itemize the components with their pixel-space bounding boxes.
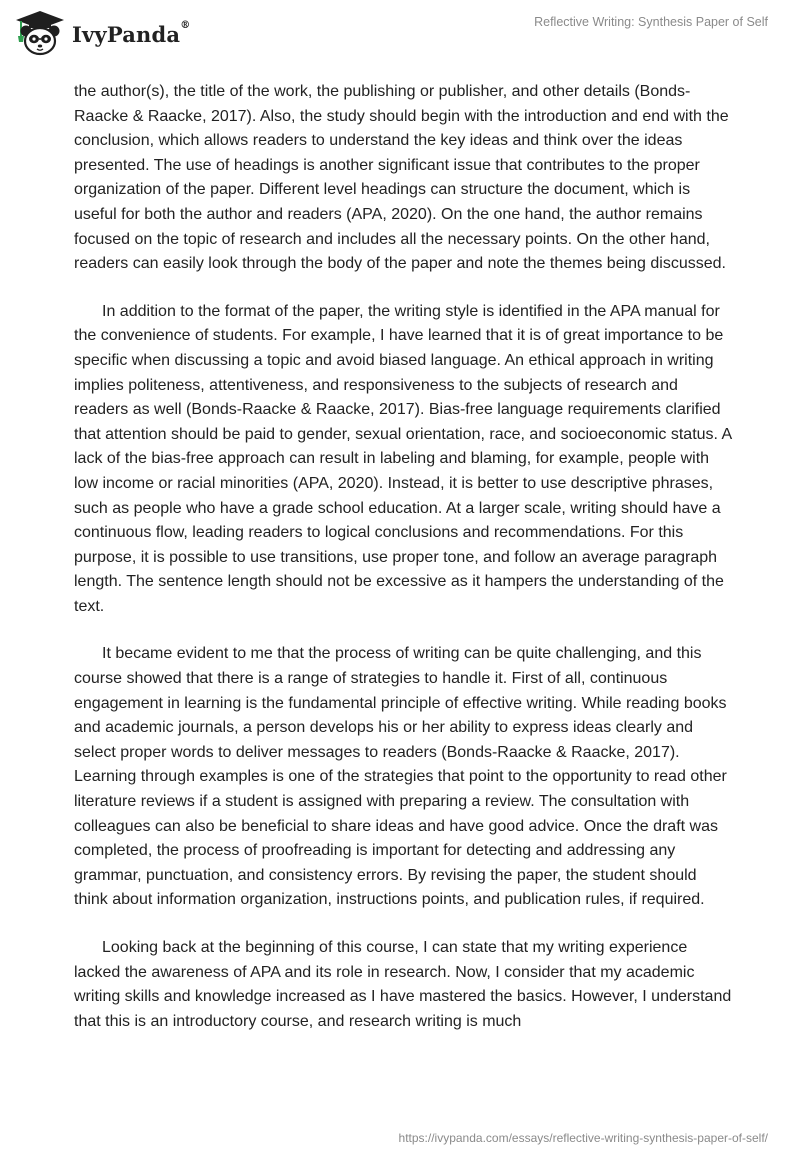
registered-mark: ®: [180, 19, 191, 31]
brand-name: IvyPanda®: [72, 19, 191, 47]
page-header: [0, 0, 800, 70]
source-url[interactable]: https://ivypanda.com/essays/reflective-writing-synthesis-paper-of-self/: [398, 1131, 768, 1145]
essay-body: [74, 80, 734, 1057]
document-title: Reflective Writing: Synthesis Paper of Self: [534, 15, 768, 29]
paragraph-3: It became evident to me that the process of writing can be quite challenging, and this course showed that there is a range of strategies to handle it. First of all, continuous engagement in learning is the fundamental principle of effective writing. While reading books and academic journals, a person develops his or her ability to express ideas clearly and select proper words to deliver messages to readers (Bonds-Raacke & Raacke, 2017). Learning through examples is one of the strategies that point to the opportunity to read other literature reviews if a student is assigned with preparing a review. The consultation with colleagues can also be beneficial to share ideas and have good advice. Once the draft was completed, the process of proofreading is important for detecting and addressing any grammar, punctuation, and consistency errors. By revising the paper, the student should think about information organization, instructions points, and publication rules, if required.: [74, 645, 727, 909]
panda-graduate-icon: [14, 9, 66, 57]
paragraph-2: In addition to the format of the paper, the writing style is identified in the APA manual for the convenience of students. For example, I have learned that it is of great importance to be specific when discussing a topic and avoid biased language. An ethical approach in writing implies politeness, attentiveness, and responsiveness to the subjects of research and readers as well (Bonds-Raacke & Raacke, 2017). Bias-free language requirements clarified that attention should be paid to gender, sexual orientation, race, and socioeconomic status. A lack of the bias-free approach can result in labeling and blaming, for example, people with low income or racial minorities (APA, 2020). Instead, it is better to use descriptive phrases, such as people who have a grade school education. At a larger scale, writing should have a continuous flow, leading readers to logical conclusions and recommendations. For this purpose, it is possible to use transitions, use proper tone, and follow an average paragraph length. The sentence length should not be excessive as it hampers the understanding of the text.: [74, 302, 732, 615]
paragraph-1: the author(s), the title of the work, the publishing or publisher, and other details (Bonds-Raacke & Raacke, 2017). Also, the study should begin with the introduction and end with the conclusion, which allows readers to understand the key ideas and think over the ideas presented. The use of headings is another significant issue that contributes to the proper organization of the paper. Different level headings can structure the document, which is useful for both the author and readers (APA, 2020). On the one hand, the author remains focused on the topic of research and includes all the necessary points. On the other hand, readers can easily look through the body of the paper and note the themes being discussed.: [74, 83, 729, 273]
paragraph-4: Looking back at the beginning of this course, I can state that my writing experience lacked the awareness of APA and its role in research. Now, I consider that my academic writing skills and knowledge increased as I have mastered the basics. However, I understand that this is an introductory course, and research writing is much: [74, 939, 732, 1030]
brand-logo[interactable]: [14, 9, 190, 57]
